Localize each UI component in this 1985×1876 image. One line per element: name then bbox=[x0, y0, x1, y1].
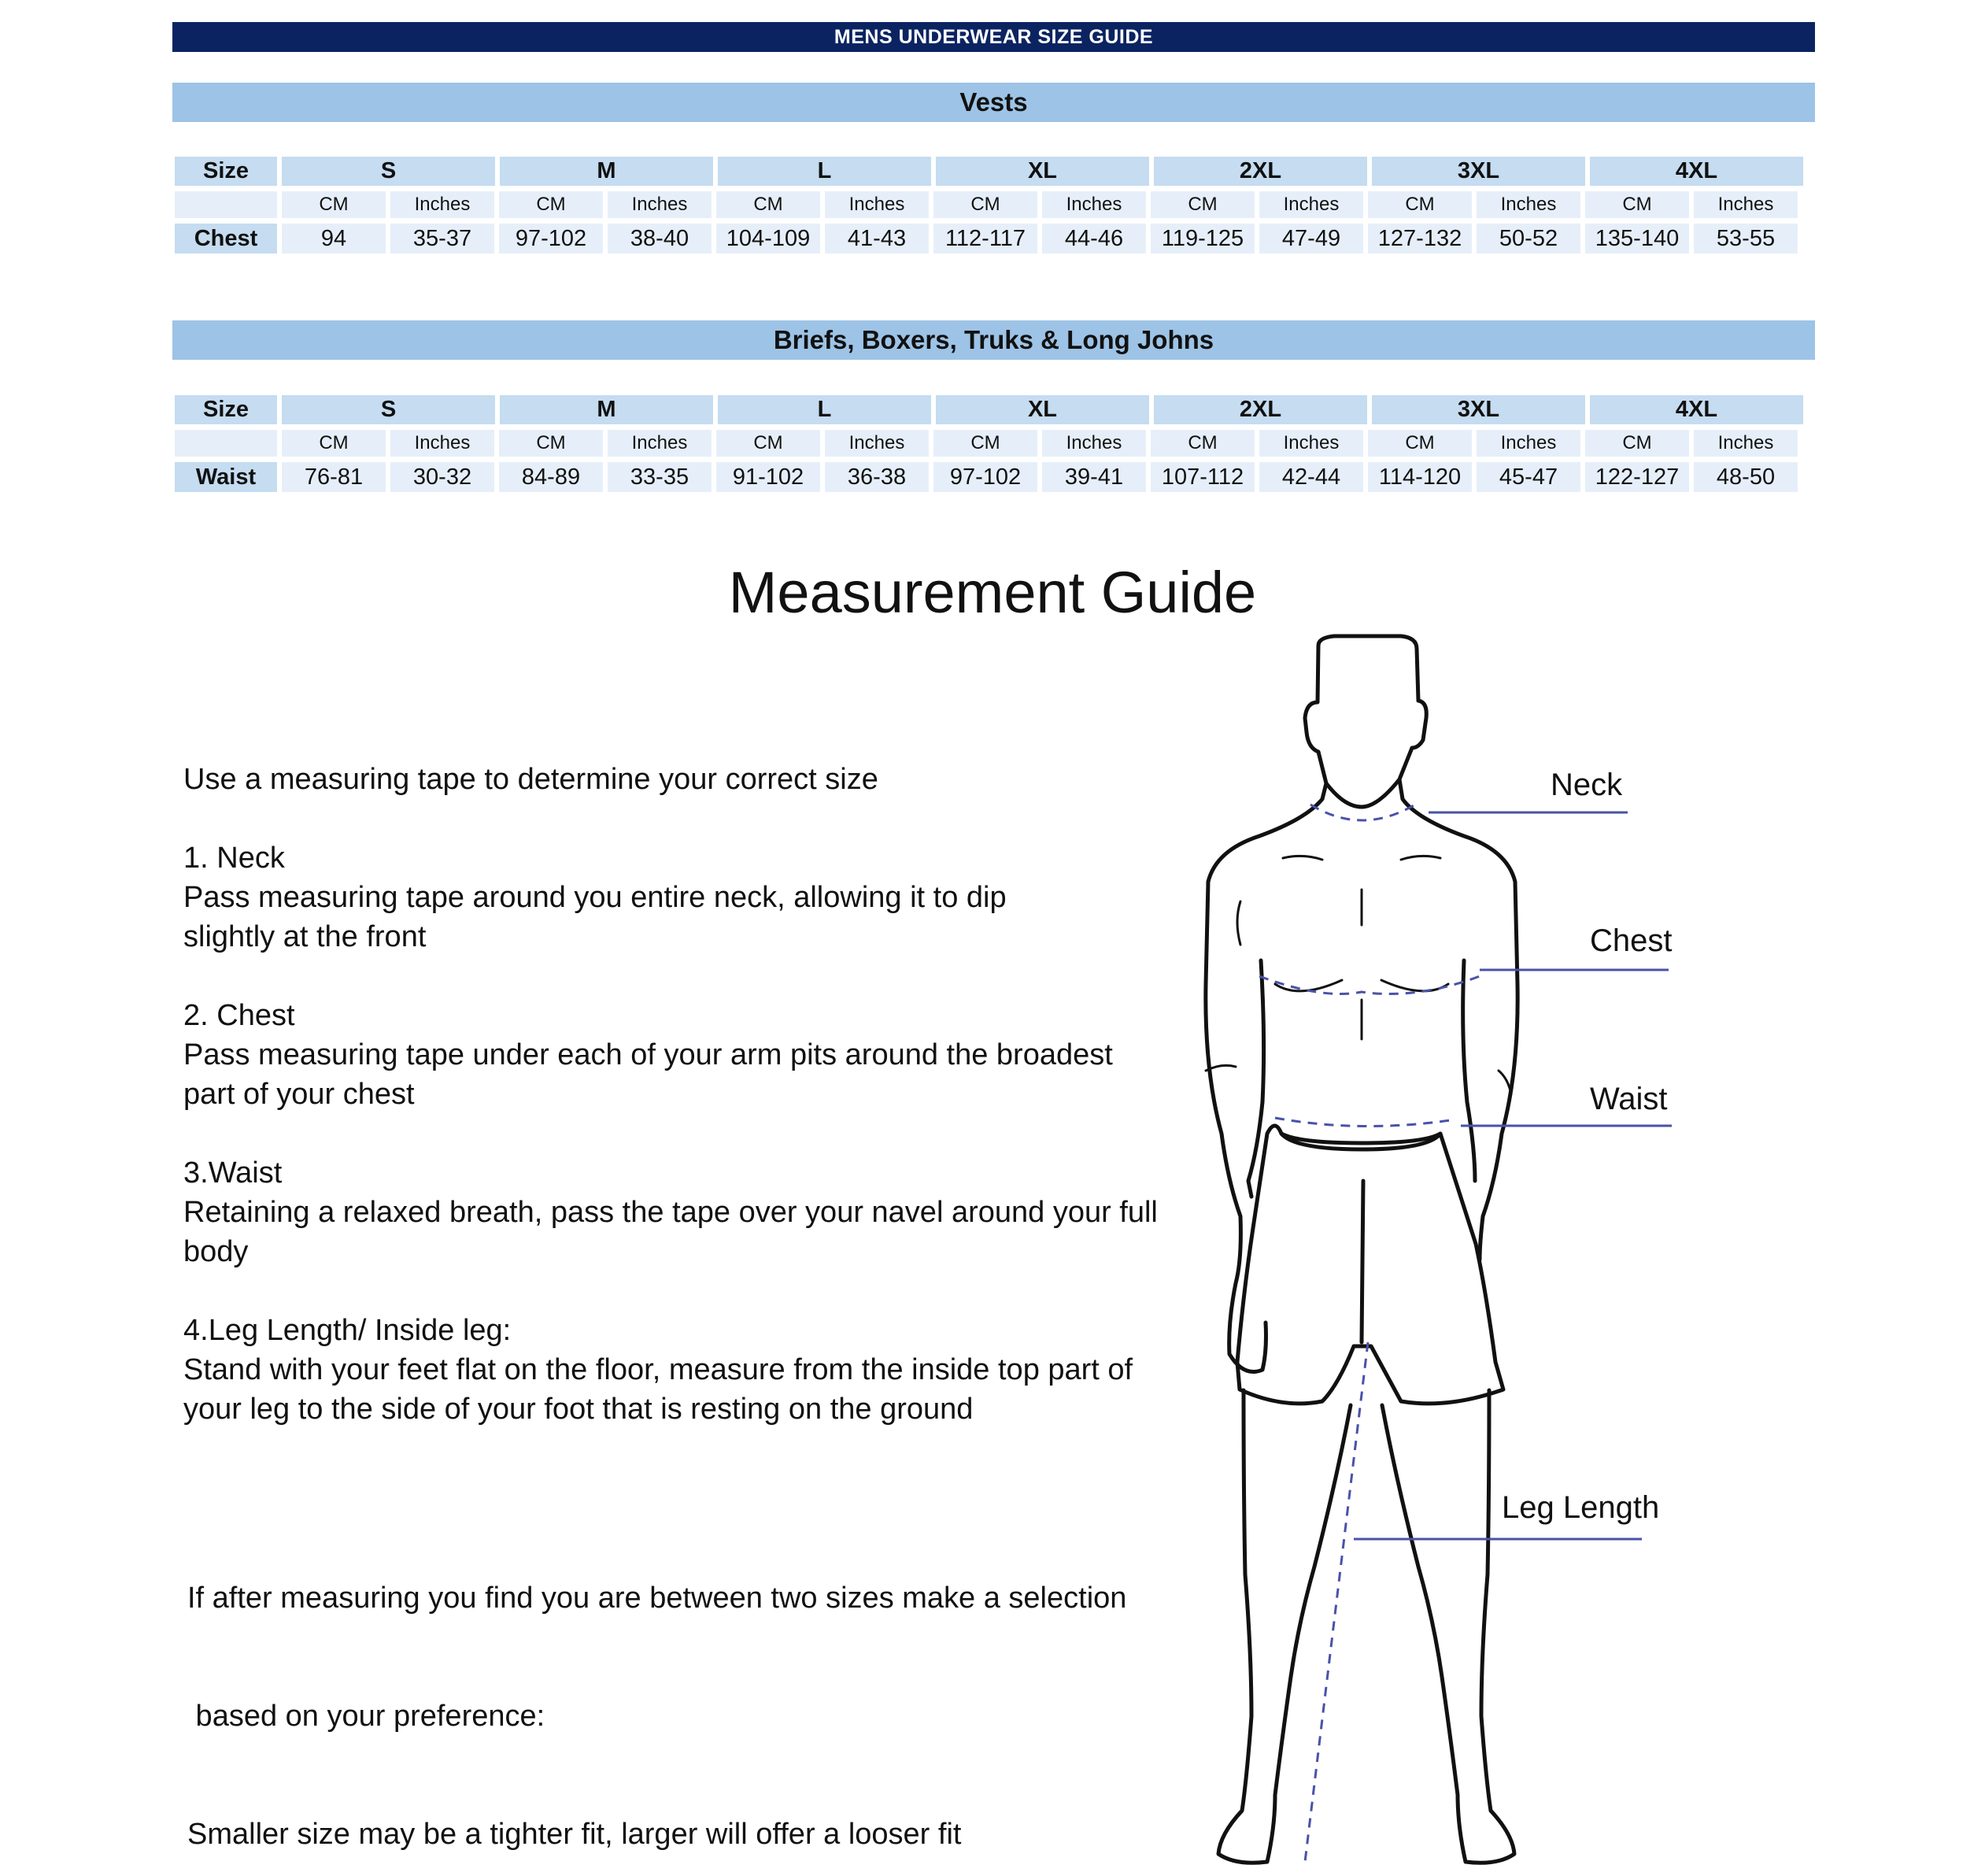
step-leg-length bbox=[183, 1311, 1207, 1429]
unit-inches-header: Inches bbox=[825, 430, 929, 457]
size-column-header: L bbox=[718, 395, 931, 424]
value-inches-cell: 53-55 bbox=[1694, 224, 1798, 253]
size-header-row bbox=[172, 157, 1815, 186]
value-cm-cell: 94 bbox=[282, 224, 386, 253]
value-cm-cell: 112-117 bbox=[933, 224, 1037, 253]
step-heading: 2. Chest bbox=[183, 999, 295, 1032]
measurement-row bbox=[172, 224, 1815, 253]
size-column-header: XL bbox=[936, 395, 1149, 424]
value-inches-cell: 30-32 bbox=[390, 462, 494, 492]
unit-cm-header: CM bbox=[1585, 191, 1689, 218]
vests-section-title: Vests bbox=[172, 83, 1815, 122]
size-column-header: 4XL bbox=[1590, 395, 1803, 424]
unit-cm-header: CM bbox=[933, 430, 1037, 457]
step-text: Retaining a relaxed breath, pass the tape over your navel around your full bbox=[183, 1196, 1158, 1229]
value-cm-cell: 127-132 bbox=[1368, 224, 1472, 253]
unit-inches-header: Inches bbox=[1694, 191, 1798, 218]
value-cm-cell: 135-140 bbox=[1585, 224, 1689, 253]
value-inches-cell: 35-37 bbox=[390, 224, 494, 253]
size-column-header: S bbox=[282, 395, 495, 424]
unit-cm-header: CM bbox=[1151, 191, 1255, 218]
value-cm-cell: 97-102 bbox=[499, 224, 603, 253]
unit-inches-header: Inches bbox=[1694, 430, 1798, 457]
unit-inches-header: Inches bbox=[1477, 191, 1580, 218]
size-column-header: XL bbox=[936, 157, 1149, 186]
step-text: slightly at the front bbox=[183, 920, 427, 953]
unit-cm-header: CM bbox=[1368, 191, 1472, 218]
value-cm-cell: 107-112 bbox=[1151, 462, 1255, 492]
unit-inches-header: Inches bbox=[390, 191, 494, 218]
unit-inches-header: Inches bbox=[1042, 430, 1146, 457]
unit-cm-header: CM bbox=[1151, 430, 1255, 457]
leg-length-label: Leg Length bbox=[1502, 1490, 1660, 1525]
value-cm-cell: 91-102 bbox=[716, 462, 820, 492]
step-neck bbox=[183, 838, 1207, 957]
note-line: Smaller size may be a tighter fit, larger will offer a looser fit bbox=[187, 1818, 962, 1851]
value-inches-cell: 41-43 bbox=[825, 224, 929, 253]
measurement-row-label: Waist bbox=[175, 462, 277, 492]
measurement-row-label: Chest bbox=[175, 224, 277, 253]
size-column-header: 3XL bbox=[1372, 395, 1585, 424]
value-inches-cell: 48-50 bbox=[1694, 462, 1798, 492]
step-waist bbox=[183, 1153, 1207, 1271]
unit-cm-header: CM bbox=[499, 191, 603, 218]
neck-label: Neck bbox=[1551, 768, 1623, 802]
size-selection-note bbox=[187, 1500, 1211, 1876]
value-inches-cell: 36-38 bbox=[825, 462, 929, 492]
value-cm-cell: 114-120 bbox=[1368, 462, 1472, 492]
value-cm-cell: 122-127 bbox=[1585, 462, 1689, 492]
size-guide-banner: MENS UNDERWEAR SIZE GUIDE bbox=[172, 22, 1815, 52]
guide-instructions bbox=[183, 760, 1207, 1429]
unit-inches-header: Inches bbox=[608, 191, 712, 218]
unit-cm-header: CM bbox=[499, 430, 603, 457]
measurement-row bbox=[172, 462, 1815, 492]
size-column-header: 3XL bbox=[1372, 157, 1585, 186]
size-column-header: M bbox=[500, 395, 713, 424]
measurement-guide-title: Measurement Guide bbox=[728, 560, 1257, 625]
unit-cm-header: CM bbox=[282, 430, 386, 457]
unit-row bbox=[172, 191, 1815, 218]
waist-label: Waist bbox=[1590, 1082, 1668, 1116]
value-inches-cell: 50-52 bbox=[1477, 224, 1580, 253]
body-measurement-figure bbox=[1165, 630, 1700, 1874]
vests-size-table bbox=[172, 157, 1815, 253]
step-heading: 3.Waist bbox=[183, 1156, 283, 1190]
value-cm-cell: 84-89 bbox=[499, 462, 603, 492]
note-line: based on your preference: bbox=[187, 1700, 545, 1733]
size-column-header: 2XL bbox=[1154, 157, 1367, 186]
step-text: your leg to the side of your foot that is resting on the ground bbox=[183, 1393, 974, 1426]
step-heading: 4.Leg Length/ Inside leg: bbox=[183, 1314, 512, 1347]
unit-cm-header: CM bbox=[282, 191, 386, 218]
unit-inches-header: Inches bbox=[1477, 430, 1580, 457]
unit-cm-header: CM bbox=[716, 191, 820, 218]
size-header-label: Size bbox=[175, 157, 277, 186]
guide-intro: Use a measuring tape to determine your correct size bbox=[183, 763, 878, 796]
step-text: Pass measuring tape under each of your arm pits around the broadest bbox=[183, 1038, 1113, 1071]
unit-cm-header: CM bbox=[1585, 430, 1689, 457]
value-inches-cell: 38-40 bbox=[608, 224, 712, 253]
step-heading: 1. Neck bbox=[183, 842, 285, 875]
value-inches-cell: 44-46 bbox=[1042, 224, 1146, 253]
briefs-section-title: Briefs, Boxers, Truks & Long Johns bbox=[172, 320, 1815, 360]
unit-cm-header: CM bbox=[716, 430, 820, 457]
value-inches-cell: 47-49 bbox=[1259, 224, 1363, 253]
unit-inches-header: Inches bbox=[1259, 191, 1363, 218]
step-text: Pass measuring tape around you entire neck, allowing it to dip bbox=[183, 881, 1007, 914]
size-column-header: 4XL bbox=[1590, 157, 1803, 186]
value-inches-cell: 42-44 bbox=[1259, 462, 1363, 492]
size-column-header: S bbox=[282, 157, 495, 186]
value-inches-cell: 39-41 bbox=[1042, 462, 1146, 492]
value-cm-cell: 76-81 bbox=[282, 462, 386, 492]
unit-inches-header: Inches bbox=[1259, 430, 1363, 457]
size-column-header: M bbox=[500, 157, 713, 186]
value-inches-cell: 33-35 bbox=[608, 462, 712, 492]
unit-row bbox=[172, 430, 1815, 457]
size-column-header: 2XL bbox=[1154, 395, 1367, 424]
unit-inches-header: Inches bbox=[608, 430, 712, 457]
value-inches-cell: 45-47 bbox=[1477, 462, 1580, 492]
value-cm-cell: 119-125 bbox=[1151, 224, 1255, 253]
unit-cm-header: CM bbox=[933, 191, 1037, 218]
step-text: part of your chest bbox=[183, 1078, 415, 1111]
size-column-header: L bbox=[718, 157, 931, 186]
briefs-size-table bbox=[172, 395, 1815, 492]
unit-row-blank bbox=[175, 430, 277, 457]
unit-inches-header: Inches bbox=[825, 191, 929, 218]
unit-cm-header: CM bbox=[1368, 430, 1472, 457]
body-outline-illustration bbox=[1165, 630, 1700, 1874]
unit-inches-header: Inches bbox=[1042, 191, 1146, 218]
step-chest bbox=[183, 996, 1207, 1114]
unit-inches-header: Inches bbox=[390, 430, 494, 457]
chest-label: Chest bbox=[1590, 923, 1673, 958]
value-cm-cell: 104-109 bbox=[716, 224, 820, 253]
value-cm-cell: 97-102 bbox=[933, 462, 1037, 492]
size-header-label: Size bbox=[175, 395, 277, 424]
step-text: Stand with your feet flat on the floor, measure from the inside top part of bbox=[183, 1353, 1133, 1386]
unit-row-blank bbox=[175, 191, 277, 218]
size-header-row bbox=[172, 395, 1815, 424]
step-text: body bbox=[183, 1235, 249, 1268]
note-line: If after measuring you find you are between two sizes make a selection bbox=[187, 1582, 1127, 1615]
